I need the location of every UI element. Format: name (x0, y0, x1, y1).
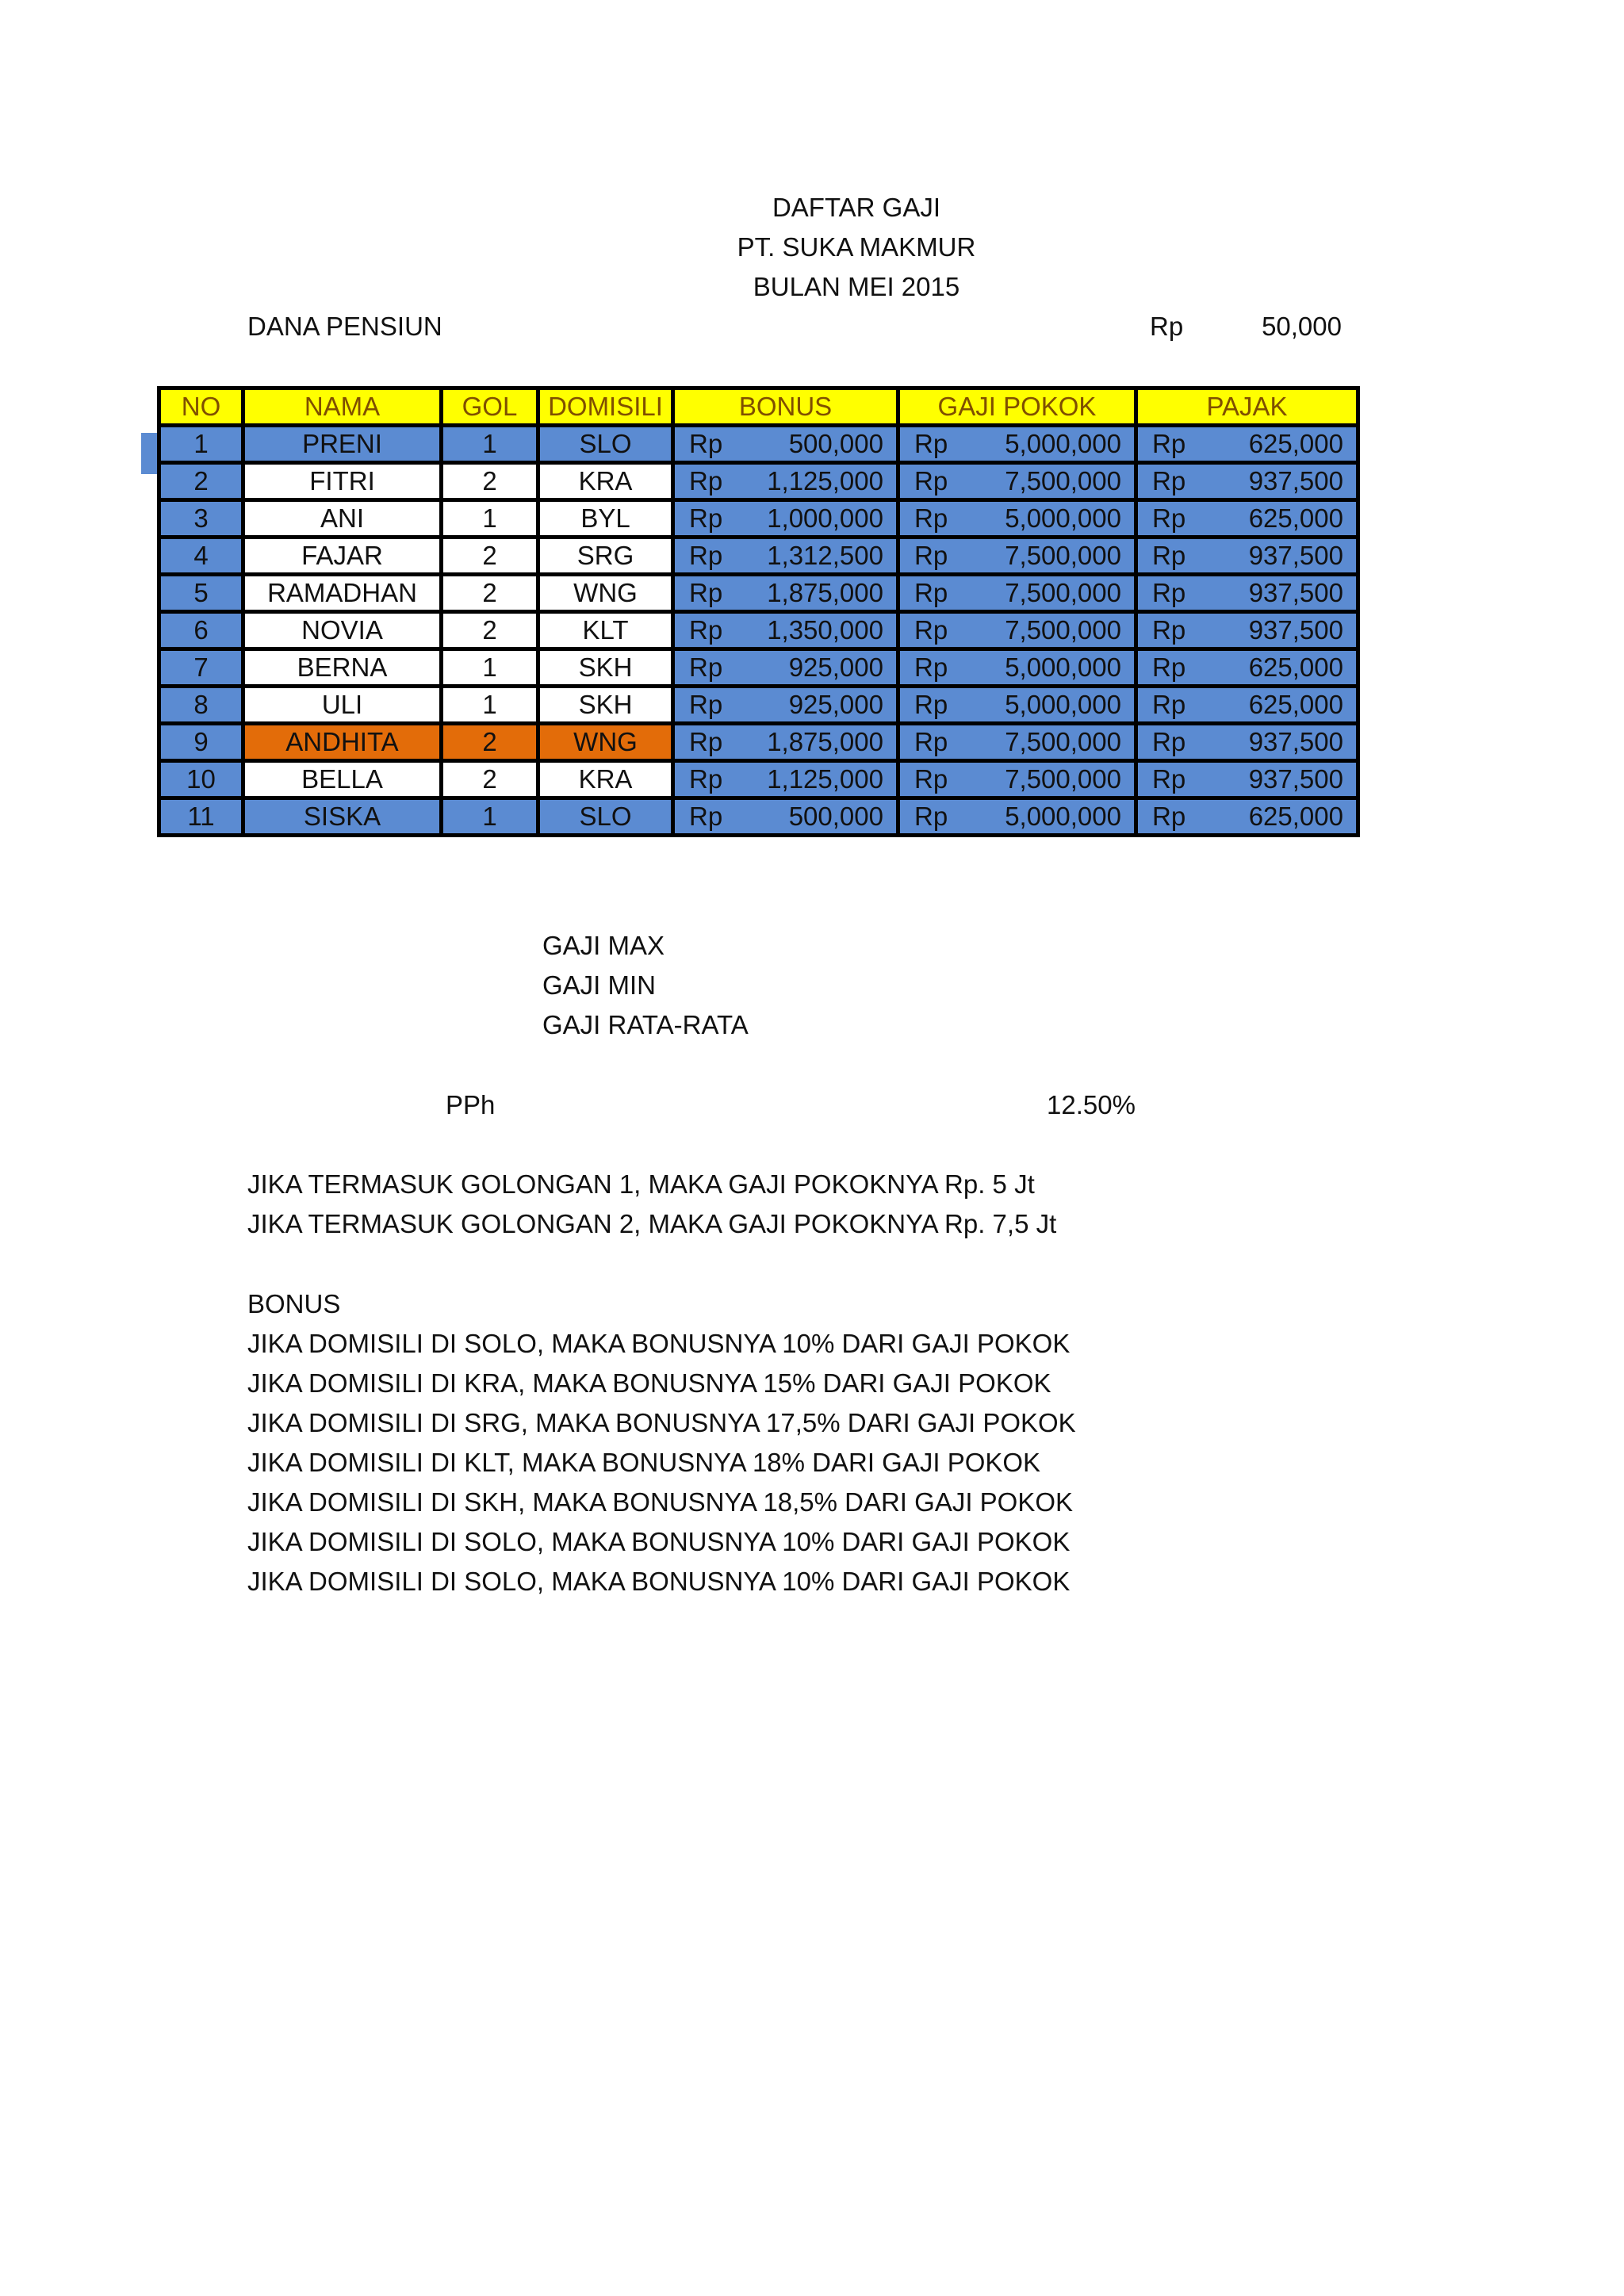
cell-nama[interactable]: SISKA (243, 798, 442, 836)
currency-label: Rp (1152, 503, 1186, 533)
cell-pajak[interactable] (1136, 798, 1358, 836)
cell-bonus[interactable] (673, 687, 898, 724)
gaji-value: 7,500,000 (1005, 541, 1121, 570)
cell-domisili[interactable]: KRA (538, 761, 673, 798)
currency-label: Rp (1152, 764, 1186, 794)
pension-amount: 50,000 (1262, 312, 1342, 341)
bonus-rule: JIKA DOMISILI DI SKH, MAKA BONUSNYA 18,5% DARI GAJI POKOK (247, 1487, 1074, 1517)
cell-gaji-pokok[interactable] (898, 612, 1136, 649)
column-header-domisili[interactable]: DOMISILI (538, 388, 673, 426)
cell-gaji-pokok[interactable] (898, 724, 1136, 761)
currency-label: Rp (914, 764, 948, 794)
cell-bonus[interactable] (673, 575, 898, 612)
pajak-value: 625,000 (1248, 690, 1343, 719)
currency-label: Rp (914, 690, 948, 719)
cell-domisili[interactable]: WNG (538, 575, 673, 612)
bonus-rule: JIKA DOMISILI DI SRG, MAKA BONUSNYA 17,5% DARI GAJI POKOK (247, 1408, 1076, 1437)
cell-pajak[interactable] (1136, 500, 1358, 538)
table-row (159, 612, 1358, 649)
table-row (159, 538, 1358, 575)
cell-gol[interactable]: 2 (442, 612, 538, 649)
gaji-value: 5,000,000 (1005, 503, 1121, 533)
cell-pajak[interactable] (1136, 575, 1358, 612)
currency-label: Rp (1152, 541, 1186, 570)
gaji-value: 5,000,000 (1005, 429, 1121, 458)
gaji-value: 7,500,000 (1005, 764, 1121, 794)
cell-gaji-pokok[interactable] (898, 538, 1136, 575)
currency-label: Rp (1152, 429, 1186, 458)
cell-no[interactable]: 3 (159, 500, 243, 538)
pajak-value: 625,000 (1248, 429, 1343, 458)
cell-domisili[interactable]: WNG (538, 724, 673, 761)
cell-no[interactable]: 2 (159, 463, 243, 500)
currency-label: Rp (689, 541, 723, 570)
cell-no[interactable]: 4 (159, 538, 243, 575)
currency-label: Rp (1152, 466, 1186, 496)
currency-label: Rp (914, 503, 948, 533)
cell-nama[interactable]: FITRI (243, 463, 442, 500)
pajak-value: 625,000 (1248, 503, 1343, 533)
pajak-value: 937,500 (1248, 466, 1343, 496)
column-header-bonus[interactable]: BONUS (673, 388, 898, 426)
column-header-gaji-pokok[interactable]: GAJI POKOK (898, 388, 1136, 426)
column-header-gol[interactable]: GOL (442, 388, 538, 426)
rule-golongan-2: JIKA TERMASUK GOLONGAN 2, MAKA GAJI POKOKNYA Rp. 7,5 Jt (247, 1209, 1057, 1238)
bonus-rule: JIKA DOMISILI DI SOLO, MAKA BONUSNYA 10% DARI GAJI POKOK (247, 1329, 1071, 1358)
cell-nama[interactable]: RAMADHAN (243, 575, 442, 612)
currency-label: Rp (689, 429, 723, 458)
cell-domisili[interactable]: SKH (538, 687, 673, 724)
currency-label: Rp (689, 652, 723, 682)
currency-label: Rp (1152, 578, 1186, 607)
bonus-value: 1,125,000 (767, 764, 883, 794)
pension-currency: Rp (1150, 312, 1184, 341)
bonus-value: 1,000,000 (767, 503, 883, 533)
rule-golongan-1: JIKA TERMASUK GOLONGAN 1, MAKA GAJI POKOKNYA Rp. 5 Jt (247, 1169, 1035, 1199)
bonus-value: 500,000 (788, 802, 883, 831)
cell-gaji-pokok[interactable] (898, 761, 1136, 798)
cell-bonus[interactable] (673, 500, 898, 538)
table-row (159, 500, 1358, 538)
pph-rate: 12.50% (1047, 1090, 1136, 1119)
cell-gol[interactable]: 1 (442, 500, 538, 538)
cell-nama[interactable]: BERNA (243, 649, 442, 687)
table-row (159, 575, 1358, 612)
gaji-value: 5,000,000 (1005, 652, 1121, 682)
cell-no[interactable]: 7 (159, 649, 243, 687)
pajak-value: 625,000 (1248, 802, 1343, 831)
currency-label: Rp (914, 578, 948, 607)
sheet-title: DAFTAR GAJI (772, 193, 941, 222)
currency-label: Rp (689, 764, 723, 794)
currency-label: Rp (914, 615, 948, 645)
cell-bonus[interactable] (673, 426, 898, 463)
cell-gol[interactable]: 1 (442, 649, 538, 687)
cell-pajak[interactable] (1136, 426, 1358, 463)
cell-gaji-pokok[interactable] (898, 649, 1136, 687)
cell-nama[interactable]: FAJAR (243, 538, 442, 575)
cell-domisili[interactable]: KRA (538, 463, 673, 500)
cell-no[interactable]: 11 (159, 798, 243, 836)
bonus-value: 1,350,000 (767, 615, 883, 645)
cell-no[interactable]: 10 (159, 761, 243, 798)
currency-label: Rp (914, 652, 948, 682)
cell-gol[interactable]: 2 (442, 463, 538, 500)
period-label: BULAN MEI 2015 (753, 272, 960, 301)
bonus-value: 1,875,000 (767, 727, 883, 756)
table-row (159, 687, 1358, 724)
bonus-rule: JIKA DOMISILI DI SOLO, MAKA BONUSNYA 10% DARI GAJI POKOK (247, 1567, 1071, 1596)
bonus-rule: JIKA DOMISILI DI KRA, MAKA BONUSNYA 15% DARI GAJI POKOK (247, 1368, 1051, 1398)
currency-label: Rp (1152, 727, 1186, 756)
row-selection-marker[interactable] (141, 433, 159, 474)
cell-gaji-pokok[interactable] (898, 687, 1136, 724)
currency-label: Rp (689, 578, 723, 607)
cell-domisili[interactable]: SLO (538, 426, 673, 463)
table-row-highlighted (159, 724, 1358, 761)
cell-no[interactable]: 6 (159, 612, 243, 649)
cell-gol[interactable]: 2 (442, 538, 538, 575)
cell-pajak[interactable] (1136, 649, 1358, 687)
gaji-value: 7,500,000 (1005, 466, 1121, 496)
cell-no[interactable]: 9 (159, 724, 243, 761)
cell-nama[interactable]: ULI (243, 687, 442, 724)
currency-label: Rp (914, 541, 948, 570)
cell-nama[interactable]: BELLA (243, 761, 442, 798)
bonus-value: 925,000 (788, 652, 883, 682)
cell-pajak[interactable] (1136, 612, 1358, 649)
bonus-value: 1,312,500 (767, 541, 883, 570)
pajak-value: 937,500 (1248, 615, 1343, 645)
cell-nama[interactable]: ANI (243, 500, 442, 538)
company-name: PT. SUKA MAKMUR (737, 232, 976, 262)
cell-gaji-pokok[interactable] (898, 798, 1136, 836)
cell-domisili[interactable]: BYL (538, 500, 673, 538)
bonus-rule: JIKA DOMISILI DI SOLO, MAKA BONUSNYA 10% DARI GAJI POKOK (247, 1527, 1071, 1556)
cell-gaji-pokok[interactable] (898, 463, 1136, 500)
currency-label: Rp (914, 466, 948, 496)
pajak-value: 937,500 (1248, 578, 1343, 607)
cell-pajak[interactable] (1136, 761, 1358, 798)
bonus-value: 1,875,000 (767, 578, 883, 607)
bonus-rule: JIKA DOMISILI DI KLT, MAKA BONUSNYA 18% DARI GAJI POKOK (247, 1448, 1041, 1477)
currency-label: Rp (689, 466, 723, 496)
gaji-value: 5,000,000 (1005, 690, 1121, 719)
cell-pajak[interactable] (1136, 538, 1358, 575)
cell-no[interactable]: 8 (159, 687, 243, 724)
cell-pajak[interactable] (1136, 687, 1358, 724)
cell-gaji-pokok[interactable] (898, 500, 1136, 538)
cell-bonus[interactable] (673, 612, 898, 649)
bonus-heading: BONUS (247, 1289, 341, 1318)
summary-min-label: GAJI MIN (542, 970, 657, 1000)
column-header-pajak[interactable]: PAJAK (1136, 388, 1358, 426)
cell-pajak[interactable] (1136, 724, 1358, 761)
table-row (159, 649, 1358, 687)
cell-gaji-pokok[interactable] (898, 575, 1136, 612)
pajak-value: 625,000 (1248, 652, 1343, 682)
gaji-value: 5,000,000 (1005, 802, 1121, 831)
cell-nama[interactable]: ANDHITA (243, 724, 442, 761)
bonus-value: 1,125,000 (767, 466, 883, 496)
pension-label: DANA PENSIUN (247, 312, 442, 341)
currency-label: Rp (914, 429, 948, 458)
pph-label: PPh (446, 1090, 496, 1119)
currency-label: Rp (1152, 802, 1186, 831)
cell-domisili[interactable]: SRG (538, 538, 673, 575)
cell-bonus[interactable] (673, 463, 898, 500)
currency-label: Rp (914, 802, 948, 831)
salary-table (157, 386, 1360, 837)
gaji-value: 7,500,000 (1005, 615, 1121, 645)
pajak-value: 937,500 (1248, 541, 1343, 570)
cell-bonus[interactable] (673, 724, 898, 761)
cell-nama[interactable]: NOVIA (243, 612, 442, 649)
pajak-value: 937,500 (1248, 727, 1343, 756)
currency-label: Rp (689, 802, 723, 831)
cell-bonus[interactable] (673, 761, 898, 798)
table-row (159, 798, 1358, 836)
table-row (159, 426, 1358, 463)
table-row (159, 463, 1358, 500)
cell-no[interactable]: 1 (159, 426, 243, 463)
cell-gol[interactable]: 2 (442, 724, 538, 761)
cell-no[interactable]: 5 (159, 575, 243, 612)
currency-label: Rp (1152, 690, 1186, 719)
column-header-nama[interactable]: NAMA (243, 388, 442, 426)
cell-domisili[interactable]: SLO (538, 798, 673, 836)
cell-gol[interactable]: 1 (442, 798, 538, 836)
currency-label: Rp (1152, 615, 1186, 645)
currency-label: Rp (1152, 652, 1186, 682)
cell-bonus[interactable] (673, 649, 898, 687)
bonus-value: 500,000 (788, 429, 883, 458)
currency-label: Rp (689, 727, 723, 756)
gaji-value: 7,500,000 (1005, 578, 1121, 607)
currency-label: Rp (689, 503, 723, 533)
cell-domisili[interactable]: SKH (538, 649, 673, 687)
cell-domisili[interactable]: KLT (538, 612, 673, 649)
cell-gol[interactable]: 1 (442, 426, 538, 463)
table-header-row (159, 388, 1358, 426)
cell-gol[interactable]: 1 (442, 687, 538, 724)
table-row (159, 761, 1358, 798)
pajak-value: 937,500 (1248, 764, 1343, 794)
cell-gol[interactable]: 2 (442, 575, 538, 612)
cell-bonus[interactable] (673, 538, 898, 575)
currency-label: Rp (689, 615, 723, 645)
summary-average-label: GAJI RATA-RATA (542, 1010, 749, 1039)
cell-bonus[interactable] (673, 798, 898, 836)
cell-pajak[interactable] (1136, 463, 1358, 500)
cell-nama[interactable]: PRENI (243, 426, 442, 463)
cell-gaji-pokok[interactable] (898, 426, 1136, 463)
bonus-value: 925,000 (788, 690, 883, 719)
currency-label: Rp (689, 690, 723, 719)
gaji-value: 7,500,000 (1005, 727, 1121, 756)
summary-max-label: GAJI MAX (542, 931, 665, 960)
cell-gol[interactable]: 2 (442, 761, 538, 798)
column-header-no[interactable]: NO (159, 388, 243, 426)
currency-label: Rp (914, 727, 948, 756)
